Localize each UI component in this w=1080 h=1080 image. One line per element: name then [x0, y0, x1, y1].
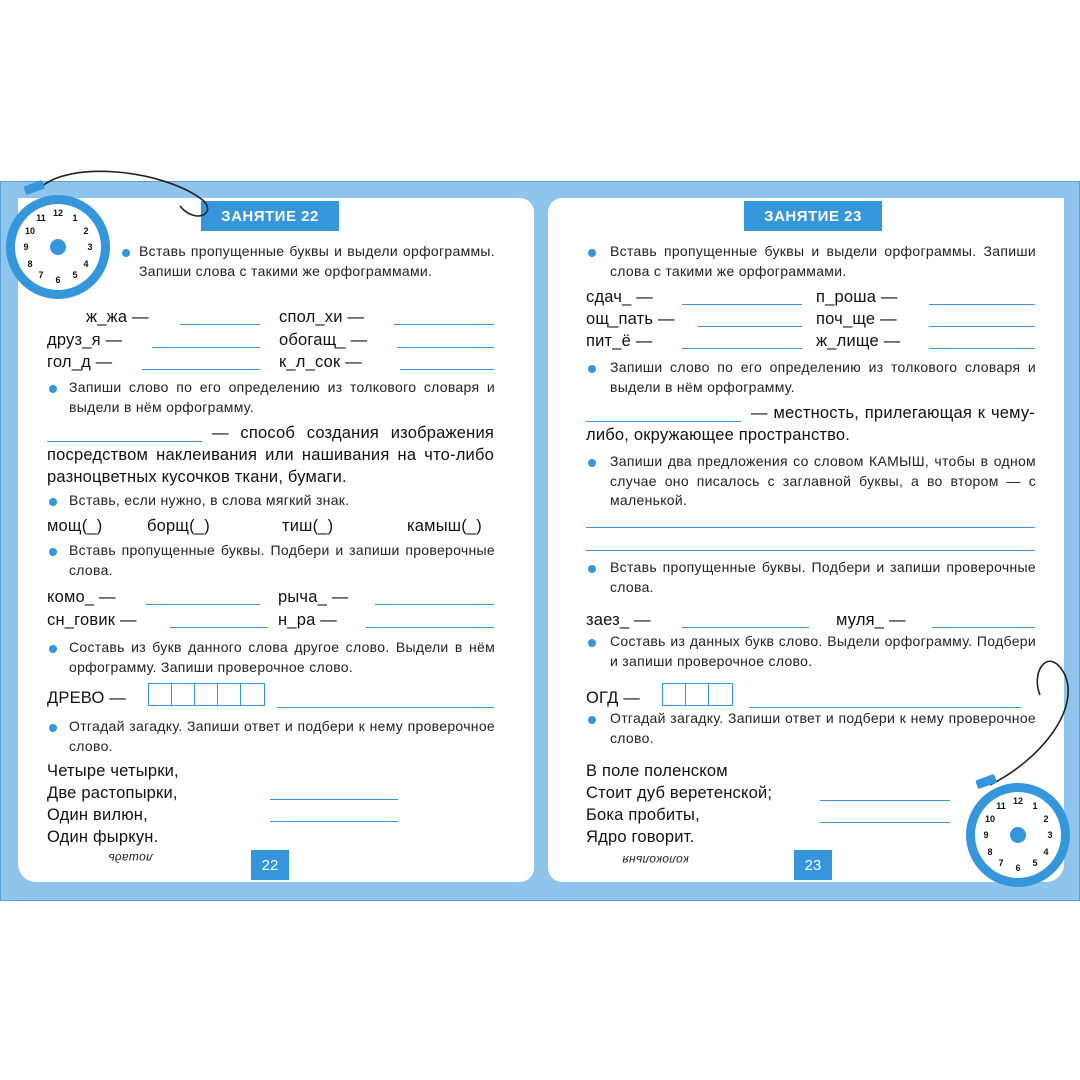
answer-line[interactable]: [820, 822, 950, 823]
dial-number: 10: [24, 226, 36, 236]
task-instruction: Составь из данных букв слово. Выдели орфограмму. Подбери и запиши проверочное слово.: [610, 633, 1036, 669]
stopwatch-icon: [0, 150, 260, 310]
word-item: рыча_ —: [278, 588, 349, 606]
bullet-icon: [588, 459, 596, 467]
bullet-icon: [49, 498, 57, 506]
word-item: ж_лище —: [816, 332, 901, 350]
riddle-line: Ядро говорит.: [586, 828, 695, 846]
task-instruction: Отгадай загадку. Запиши ответ и подбери к нему проверочное слово.: [69, 718, 495, 754]
page-number: 22: [251, 850, 289, 880]
stopwatch-icon: [940, 650, 1080, 895]
answer-line[interactable]: [366, 627, 494, 628]
source-word: ОГД —: [586, 689, 640, 707]
word-item: муля_ —: [836, 611, 906, 629]
dial-number: 1: [72, 213, 78, 223]
dial-number: 4: [1043, 847, 1049, 857]
riddle-line: Один вилюн,: [47, 806, 148, 824]
word-item: сдач_ —: [586, 288, 653, 306]
dial-number: 5: [72, 270, 78, 280]
source-word: ДРЕВО —: [47, 689, 126, 707]
dial-number: 3: [1047, 830, 1053, 840]
dial-number: 9: [23, 242, 29, 252]
riddle-line: Две растопырки,: [47, 784, 178, 802]
dial-number: 12: [52, 208, 64, 218]
word-item: камыш(_): [407, 517, 482, 535]
dial-number: 6: [1015, 863, 1021, 873]
answer-line[interactable]: [152, 347, 260, 348]
answer-line[interactable]: [270, 799, 398, 800]
task-instruction: Отгадай загадку. Запиши ответ и подбери к нему проверочное слово.: [610, 710, 1036, 746]
answer-line[interactable]: [932, 627, 1035, 628]
bullet-icon: [49, 645, 57, 653]
word-item: мощ(_): [47, 517, 103, 535]
task-instruction: Запиши слово по его определению из толкового словаря и выдели в нём орфограмму.: [69, 379, 495, 415]
riddle-line: Один фыркун.: [47, 828, 159, 846]
definition-text: — местность, прилегающая к чему-либо, окружающее пространство.: [586, 404, 1035, 444]
dial-number: 9: [983, 830, 989, 840]
word-item: комо_ —: [47, 588, 116, 606]
task-instruction: Вставь, если нужно, в слова мягкий знак.: [69, 492, 350, 508]
dial-number: 7: [998, 858, 1004, 868]
bullet-icon: [588, 565, 596, 573]
word-item: к_л_сок —: [279, 353, 362, 371]
task-instruction: Вставь пропущенные буквы и выдели орфограммы. Запиши слова с такими же орфограммами.: [139, 243, 495, 279]
answer-line[interactable]: [929, 326, 1035, 327]
word-item: обогащ_ —: [279, 331, 368, 349]
bullet-icon: [588, 249, 596, 257]
answer-line[interactable]: [277, 707, 494, 708]
answer-line[interactable]: [180, 324, 260, 325]
dial-number: 8: [987, 847, 993, 857]
riddle-answer-inverted: колокольня: [622, 853, 689, 867]
dial-number: 11: [36, 213, 46, 223]
answer-line[interactable]: [586, 550, 1035, 551]
answer-line[interactable]: [375, 604, 494, 605]
dial-number: 2: [1043, 814, 1049, 824]
bullet-icon: [588, 716, 596, 724]
dial-number: 1: [1032, 801, 1038, 811]
dial-number: 12: [1012, 796, 1024, 806]
word-item: заез_ —: [586, 611, 651, 629]
task-instruction: Вставь пропущенные буквы. Подбери и запиши проверочные слова.: [69, 542, 495, 578]
bullet-icon: [49, 548, 57, 556]
dial-number: 7: [38, 270, 44, 280]
answer-line[interactable]: [682, 348, 802, 349]
word-item: ж_жа —: [86, 308, 149, 326]
page-number: 23: [794, 850, 832, 880]
word-item: ощ_пать —: [586, 310, 675, 328]
task-instruction: Вставь пропущенные буквы и выдели орфограммы. Запиши слова с такими же орфограммами.: [610, 243, 1036, 279]
bullet-icon: [49, 724, 57, 732]
riddle-line: Бока пробиты,: [586, 806, 700, 824]
answer-line[interactable]: [400, 369, 494, 370]
answer-line[interactable]: [142, 369, 260, 370]
word-item: пит_ё —: [586, 332, 653, 350]
word-item: п_роша —: [816, 288, 898, 306]
lesson-title: ЗАНЯТИЕ 22: [201, 201, 339, 231]
bullet-icon: [49, 385, 57, 393]
dial-number: 5: [1032, 858, 1038, 868]
answer-line[interactable]: [698, 326, 802, 327]
definition-text: — способ создания изображения посредством наклеивания или нашивания на что-либо разноцветных кусочков ткани, бумаги.: [47, 424, 494, 486]
lesson-title: ЗАНЯТИЕ 23: [744, 201, 882, 231]
riddle-line: Стоит дуб веретенской;: [586, 784, 773, 802]
riddle-answer-inverted: лошадь: [108, 851, 153, 865]
answer-line[interactable]: [170, 627, 268, 628]
word-item: друз_я —: [47, 331, 123, 349]
word-item: н_ра —: [278, 611, 337, 629]
answer-line[interactable]: [394, 324, 494, 325]
answer-line[interactable]: [929, 304, 1035, 305]
dial-number: 3: [87, 242, 93, 252]
letter-cells[interactable]: [148, 683, 265, 706]
bullet-icon: [588, 639, 596, 647]
dial-number: 2: [83, 226, 89, 236]
word-item: поч_ще —: [816, 310, 897, 328]
answer-line[interactable]: [682, 304, 802, 305]
word-item: сн_говик —: [47, 611, 137, 629]
answer-line[interactable]: [586, 527, 1035, 528]
answer-line[interactable]: [682, 627, 809, 628]
task-instruction: Вставь пропущенные буквы. Подбери и запиши проверочные слова.: [610, 559, 1036, 595]
answer-line[interactable]: [397, 347, 494, 348]
task-instruction: Составь из букв данного слова другое слово. Выдели в нём орфограмму. Запиши проверочное слово.: [69, 639, 495, 675]
answer-line[interactable]: [270, 821, 398, 822]
dial-number: 6: [55, 275, 61, 285]
answer-line[interactable]: [820, 800, 950, 801]
task-instruction: Запиши два предложения со словом КАМЫШ, чтобы в одном случае оно писалось с заглавной буквы, а во втором — с маленькой.: [610, 453, 1036, 508]
letter-cells[interactable]: [662, 683, 733, 706]
answer-line[interactable]: [146, 604, 260, 605]
dial-number: 10: [984, 814, 996, 824]
bullet-icon: [588, 365, 596, 373]
word-item: тиш(_): [282, 517, 334, 535]
riddle-line: Четыре четырки,: [47, 762, 179, 780]
answer-line[interactable]: [929, 348, 1035, 349]
word-item: гол_д —: [47, 353, 113, 371]
dial-number: 4: [83, 259, 89, 269]
dial-number: 8: [27, 259, 33, 269]
riddle-line: В поле поленском: [586, 762, 728, 780]
word-item: борщ(_): [147, 517, 210, 535]
task-instruction: Запиши слово по его определению из толкового словаря и выдели в нём орфограмму.: [610, 359, 1036, 395]
dial-number: 11: [996, 801, 1006, 811]
word-item: спол_хи —: [279, 308, 365, 326]
